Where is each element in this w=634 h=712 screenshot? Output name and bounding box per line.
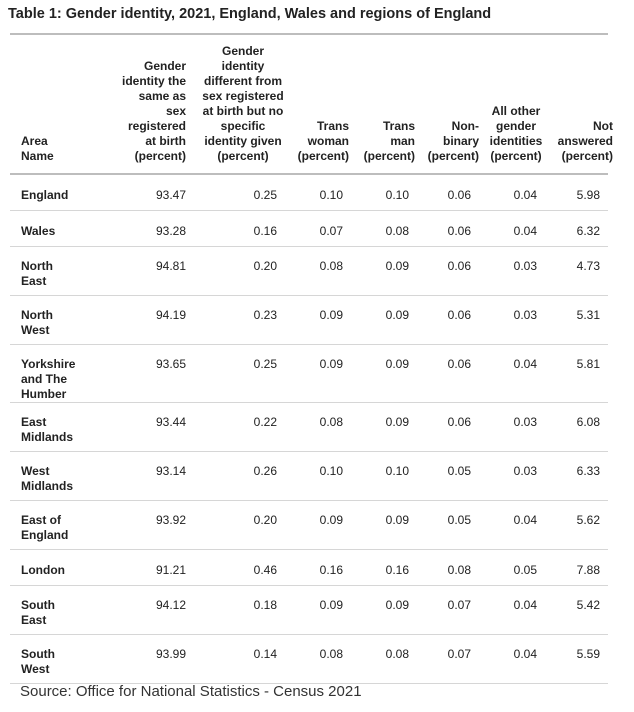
table-row-south-west — [10, 634, 608, 683]
table-row-north-east — [10, 246, 608, 295]
column-header-other: All other gender identities (percent) — [479, 36, 545, 174]
cell-trans-woman: 0.08 — [285, 634, 351, 683]
area-name: North East — [10, 246, 108, 295]
cell-not-answered: 6.33 — [545, 451, 608, 500]
cell-other: 0.03 — [479, 295, 545, 344]
table-title: Table 1: Gender identity, 2021, England, Wales and regions of England — [8, 6, 492, 22]
area-name: Wales — [10, 210, 108, 246]
area-name: East of England — [10, 500, 108, 549]
area-name: West Midlands — [10, 451, 108, 500]
cell-trans-man: 0.09 — [351, 402, 417, 451]
cell-trans-man: 0.08 — [351, 210, 417, 246]
top-divider — [10, 33, 608, 35]
column-header-same: Gender identity the same as sex registered at birth (percent) — [108, 36, 194, 174]
cell-same: 93.14 — [108, 451, 194, 500]
cell-other: 0.05 — [479, 549, 545, 585]
cell-other: 0.04 — [479, 344, 545, 402]
cell-other: 0.03 — [479, 451, 545, 500]
area-name: Yorkshire and The Humber — [10, 344, 108, 402]
cell-different: 0.25 — [194, 344, 285, 402]
table-row-east-of-england — [10, 500, 608, 549]
cell-other: 0.03 — [479, 402, 545, 451]
cell-different: 0.18 — [194, 585, 285, 634]
cell-not-answered: 6.08 — [545, 402, 608, 451]
cell-same: 91.21 — [108, 549, 194, 585]
cell-same: 93.47 — [108, 174, 194, 210]
cell-non-binary: 0.05 — [417, 451, 479, 500]
cell-other: 0.04 — [479, 500, 545, 549]
cell-non-binary: 0.06 — [417, 344, 479, 402]
cell-non-binary: 0.08 — [417, 549, 479, 585]
cell-not-answered: 4.73 — [545, 246, 608, 295]
table-row-england — [10, 174, 608, 210]
cell-trans-woman: 0.09 — [285, 585, 351, 634]
cell-other: 0.04 — [479, 174, 545, 210]
cell-trans-man: 0.09 — [351, 295, 417, 344]
cell-not-answered: 5.98 — [545, 174, 608, 210]
header-row — [10, 36, 608, 174]
cell-non-binary: 0.06 — [417, 210, 479, 246]
cell-non-binary: 0.06 — [417, 295, 479, 344]
cell-not-answered: 5.62 — [545, 500, 608, 549]
column-header-different: Gender identity different from sex registered at birth but no specific identity given (percent) — [194, 36, 285, 174]
gender-identity-table — [10, 36, 613, 684]
cell-trans-woman: 0.16 — [285, 549, 351, 585]
cell-not-answered: 5.81 — [545, 344, 608, 402]
cell-not-answered: 5.59 — [545, 634, 608, 683]
cell-not-answered: 5.42 — [545, 585, 608, 634]
cell-not-answered: 6.32 — [545, 210, 608, 246]
cell-trans-woman: 0.08 — [285, 246, 351, 295]
cell-trans-man: 0.10 — [351, 451, 417, 500]
cell-same: 93.99 — [108, 634, 194, 683]
area-name: South West — [10, 634, 108, 683]
cell-trans-woman: 0.07 — [285, 210, 351, 246]
column-header-area: Area Name — [10, 36, 108, 174]
cell-same: 93.28 — [108, 210, 194, 246]
cell-different: 0.16 — [194, 210, 285, 246]
cell-same: 94.81 — [108, 246, 194, 295]
cell-same: 93.65 — [108, 344, 194, 402]
table-row-wales — [10, 210, 608, 246]
cell-other: 0.03 — [479, 246, 545, 295]
cell-different: 0.25 — [194, 174, 285, 210]
cell-other: 0.04 — [479, 585, 545, 634]
cell-not-answered: 7.88 — [545, 549, 608, 585]
cell-same: 94.12 — [108, 585, 194, 634]
cell-non-binary: 0.06 — [417, 402, 479, 451]
cell-non-binary: 0.07 — [417, 634, 479, 683]
cell-different: 0.46 — [194, 549, 285, 585]
cell-trans-man: 0.09 — [351, 585, 417, 634]
table-row-london — [10, 549, 608, 585]
cell-trans-man: 0.09 — [351, 500, 417, 549]
cell-trans-woman: 0.09 — [285, 295, 351, 344]
cell-different: 0.23 — [194, 295, 285, 344]
cell-trans-woman: 0.09 — [285, 500, 351, 549]
cell-different: 0.22 — [194, 402, 285, 451]
cell-trans-man: 0.09 — [351, 344, 417, 402]
cell-same: 94.19 — [108, 295, 194, 344]
cell-non-binary: 0.07 — [417, 585, 479, 634]
cell-trans-woman: 0.08 — [285, 402, 351, 451]
cell-trans-man: 0.10 — [351, 174, 417, 210]
cell-trans-man: 0.08 — [351, 634, 417, 683]
area-name: South East — [10, 585, 108, 634]
area-name: London — [10, 549, 108, 585]
cell-trans-woman: 0.10 — [285, 451, 351, 500]
source-caption: Source: Office for National Statistics - Census 2021 — [20, 683, 362, 700]
column-header-non-binary: Non-binary (percent) — [417, 36, 479, 174]
cell-trans-man: 0.09 — [351, 246, 417, 295]
column-header-not-answered: Not answered (percent) — [545, 36, 608, 174]
table-row-west-midlands — [10, 451, 608, 500]
table-row-north-west — [10, 295, 608, 344]
cell-other: 0.04 — [479, 210, 545, 246]
area-name: North West — [10, 295, 108, 344]
cell-not-answered: 5.31 — [545, 295, 608, 344]
cell-different: 0.20 — [194, 500, 285, 549]
table-row-east-midlands — [10, 402, 608, 451]
cell-different: 0.14 — [194, 634, 285, 683]
cell-trans-woman: 0.10 — [285, 174, 351, 210]
table-row-south-east — [10, 585, 608, 634]
area-name: England — [10, 174, 108, 210]
cell-non-binary: 0.05 — [417, 500, 479, 549]
column-header-trans-woman: Trans woman (percent) — [285, 36, 351, 174]
table-row-yorkshire-and-the-humber — [10, 344, 608, 402]
column-header-trans-man: Trans man (percent) — [351, 36, 417, 174]
cell-non-binary: 0.06 — [417, 246, 479, 295]
cell-different: 0.20 — [194, 246, 285, 295]
cell-other: 0.04 — [479, 634, 545, 683]
cell-same: 93.44 — [108, 402, 194, 451]
area-name: East Midlands — [10, 402, 108, 451]
cell-trans-woman: 0.09 — [285, 344, 351, 402]
cell-different: 0.26 — [194, 451, 285, 500]
cell-trans-man: 0.16 — [351, 549, 417, 585]
cell-non-binary: 0.06 — [417, 174, 479, 210]
cell-same: 93.92 — [108, 500, 194, 549]
